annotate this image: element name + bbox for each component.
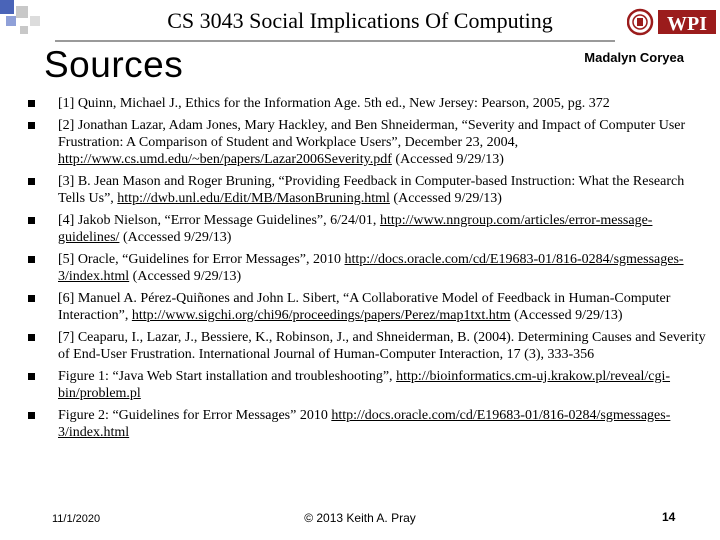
source-text: [5] Oracle, “Guidelines for Error Messages”, 2010 xyxy=(58,252,342,267)
source-text: [1] Quinn, Michael J., Ethics for the Information Age. 5th ed., New Jersey: Pearson, 2005, pg. 372 xyxy=(58,96,610,111)
course-title: CS 3043 Social Implications Of Computing xyxy=(167,8,553,33)
bullet-square-icon xyxy=(28,178,35,185)
source-accessed: (Accessed 9/29/13) xyxy=(395,152,504,167)
source-item xyxy=(28,212,708,246)
source-text: Figure 1: “Java Web Start installation and troubleshooting”, xyxy=(58,369,393,384)
footer-date: 11/1/2020 xyxy=(52,513,101,525)
bullet-square-icon xyxy=(28,100,35,107)
source-text: [7] Ceaparu, I., Lazar, J., Bessiere, K., Robinson, J., and Shneiderman, B. (2004). Determining Causes and Severity of End-User Frustration. International Journal of Human-Computer Interaction, 17 (3), 333-356 xyxy=(58,330,706,362)
wpi-logo xyxy=(627,6,717,38)
bullet-square-icon xyxy=(28,295,35,302)
sources-list xyxy=(28,95,708,446)
source-accessed: (Accessed 9/29/13) xyxy=(132,269,242,284)
source-text: Figure 2: “Guidelines for Error Messages” 2010 xyxy=(58,408,328,423)
source-item xyxy=(28,329,708,363)
slide-title: Sources xyxy=(44,44,184,85)
source-item xyxy=(28,290,708,324)
source-item xyxy=(28,95,708,112)
bullet-square-icon xyxy=(28,412,35,419)
source-text: [4] Jakob Nielson, “Error Message Guidelines”, 6/24/01, xyxy=(58,213,377,228)
source-item xyxy=(28,368,708,402)
source-item xyxy=(28,117,708,168)
footer-copyright: © 2013 Keith A. Pray xyxy=(304,511,416,525)
source-accessed: (Accessed 9/29/13) xyxy=(122,230,232,245)
source-link[interactable]: http://docs.oracle.com/cd/E19683-01/816-0284/sgmessages-3/index.html xyxy=(58,252,684,284)
source-link[interactable]: http://bioinformatics.cm-uj.krakow.pl/reveal/cgi-bin/problem.pl xyxy=(58,369,671,401)
source-item xyxy=(28,173,708,207)
source-text: [6] Manuel A. Pérez-Quiñones and John L. Sibert, “A Collaborative Model of Feedback in Human-Computer Interaction”, xyxy=(58,291,671,323)
seal-icon xyxy=(628,10,652,34)
bullet-square-icon xyxy=(28,122,35,129)
bullet-square-icon xyxy=(28,373,35,380)
source-link[interactable]: http://dwb.unl.edu/Edit/MB/MasonBruning.html xyxy=(117,191,390,206)
page-number: 14 xyxy=(662,510,676,524)
source-accessed: (Accessed 9/29/13) xyxy=(514,308,623,323)
source-text: [2] Jonathan Lazar, Adam Jones, Mary Hackley, and Ben Shneiderman, “Severity and Impact of Computer User Frustration: A Comparison of Student and Workplace Users”, December 23, 2004, xyxy=(58,118,686,150)
source-item xyxy=(28,407,708,441)
header-divider xyxy=(55,40,615,42)
source-item xyxy=(28,251,708,285)
source-accessed: (Accessed 9/29/13) xyxy=(393,191,502,206)
source-link[interactable]: http://www.nngroup.com/articles/error-message-guidelines/ xyxy=(58,213,653,245)
source-link[interactable]: http://www.sigchi.org/chi96/proceedings/papers/Perez/map1txt.htm xyxy=(131,308,511,323)
bullet-square-icon xyxy=(28,217,35,224)
source-text: [3] B. Jean Mason and Roger Bruning, “Providing Feedback in Computer-based Instruction: What the Research Tells Us”, xyxy=(58,174,685,206)
source-link[interactable]: http://docs.oracle.com/cd/E19683-01/816-0284/sgmessages-3/index.html xyxy=(58,408,671,440)
bullet-square-icon xyxy=(28,334,35,341)
bullet-square-icon xyxy=(28,256,35,263)
source-link[interactable]: http://www.cs.umd.edu/~ben/papers/Lazar2006Severity.pdf xyxy=(58,152,392,167)
author-name: Madalyn Coryea xyxy=(584,50,684,65)
logo-text: WPI xyxy=(667,13,707,35)
